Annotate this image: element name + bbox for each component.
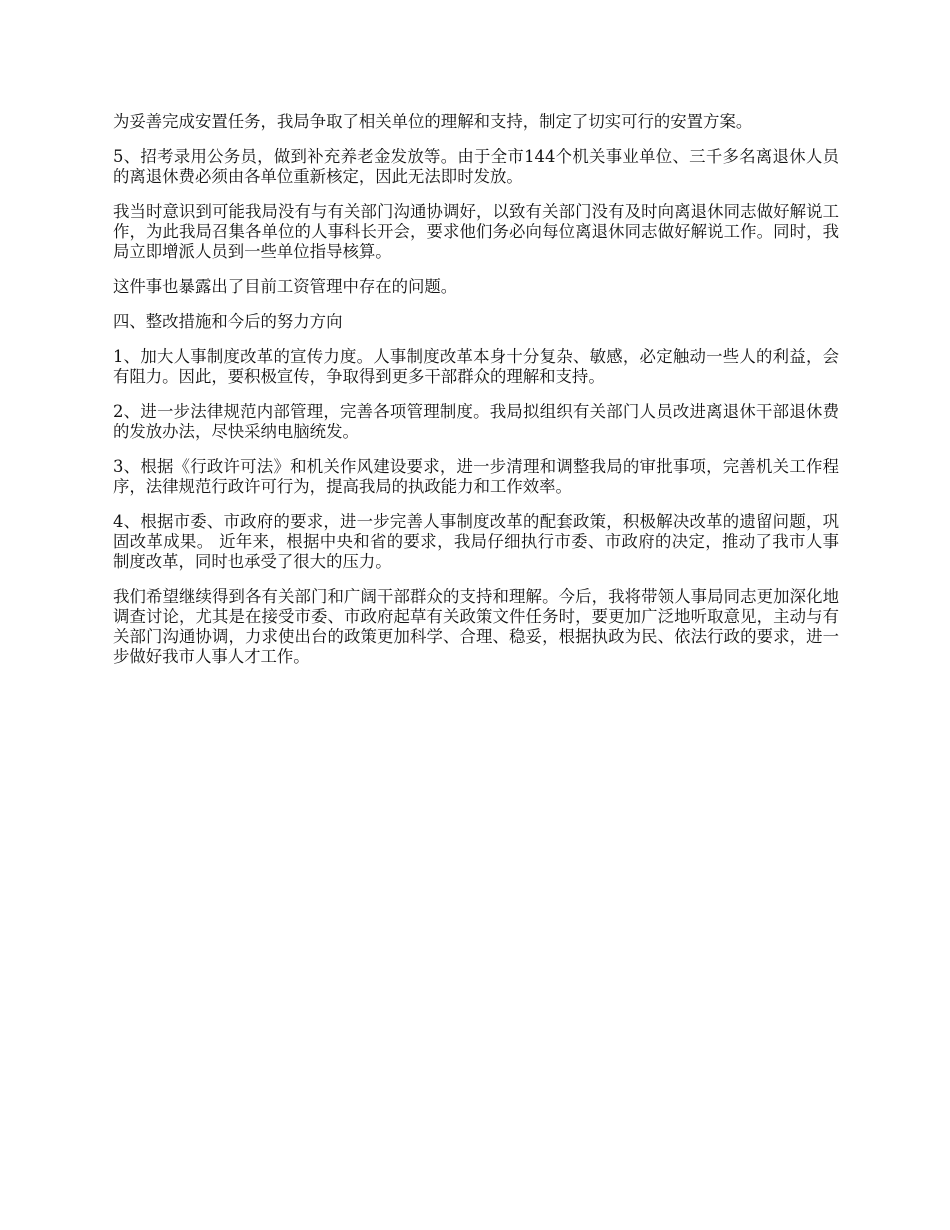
paragraph-measure-2: 2、进一步法律规范内部管理，完善各项管理制度。我局拟组织有关部门人员改进离退休干部退休费的发放办法，尽快采纳电脑统发。: [113, 402, 839, 441]
paragraph-item-5: 5、招考录用公务员，做到补充养老金发放等。由于全市144个机关事业单位、三千多名离退休人员的离退休费必须由各单位重新核定，因此无法即时发放。: [113, 147, 839, 186]
document-body: [113, 112, 839, 682]
paragraph-conclusion: 我们希望继续得到各有关部门和广阔干部群众的支持和理解。今后，我将带领人事局同志更加深化地调查讨论，尤其是在接受市委、市政府起草有关政策文件任务时，要更加广泛地听取意见，主动与有关部门沟通协调，力求使出台的政策更加科学、合理、稳妥，根据执政为民、依法行政的要求，进一步做好我市人事人才工作。: [113, 587, 839, 666]
paragraph-measure-3: 3、根据《行政许可法》和机关作风建设要求，进一步清理和调整我局的审批事项，完善机关工作程序，法律规范行政许可行为，提高我局的执政能力和工作效率。: [113, 457, 839, 496]
paragraph-measure-1: 1、加大人事制度改革的宣传力度。人事制度改革本身十分复杂、敏感，必定触动一些人的利益，会有阻力。因此，要积极宣传，争取得到更多干部群众的理解和支持。: [113, 347, 839, 386]
paragraph-issue-exposed: 这件事也暴露出了目前工资管理中存在的问题。: [113, 277, 458, 296]
section-heading-rectification: 四、整改措施和今后的努力方向: [113, 312, 343, 331]
paragraph-communication: 我当时意识到可能我局没有与有关部门沟通协调好，以致有关部门没有及时向离退休同志做好解说工作，为此我局召集各单位的人事科长开会，要求他们务必向每位离退休同志做好解说工作。同时，我局立即增派人员到一些单位指导核算。: [113, 202, 839, 261]
paragraph-measure-4: 4、根据市委、市政府的要求，进一步完善人事制度改革的配套政策，积极解决改革的遗留问题，巩固改革成果。 近年来，根据中央和省的要求，我局仔细执行市委、市政府的决定，推动了我市人事制度改革，同时也承受了很大的压力。: [113, 512, 839, 571]
paragraph-placement-plan: 为妥善完成安置任务，我局争取了相关单位的理解和支持，制定了切实可行的安置方案。: [113, 112, 753, 131]
